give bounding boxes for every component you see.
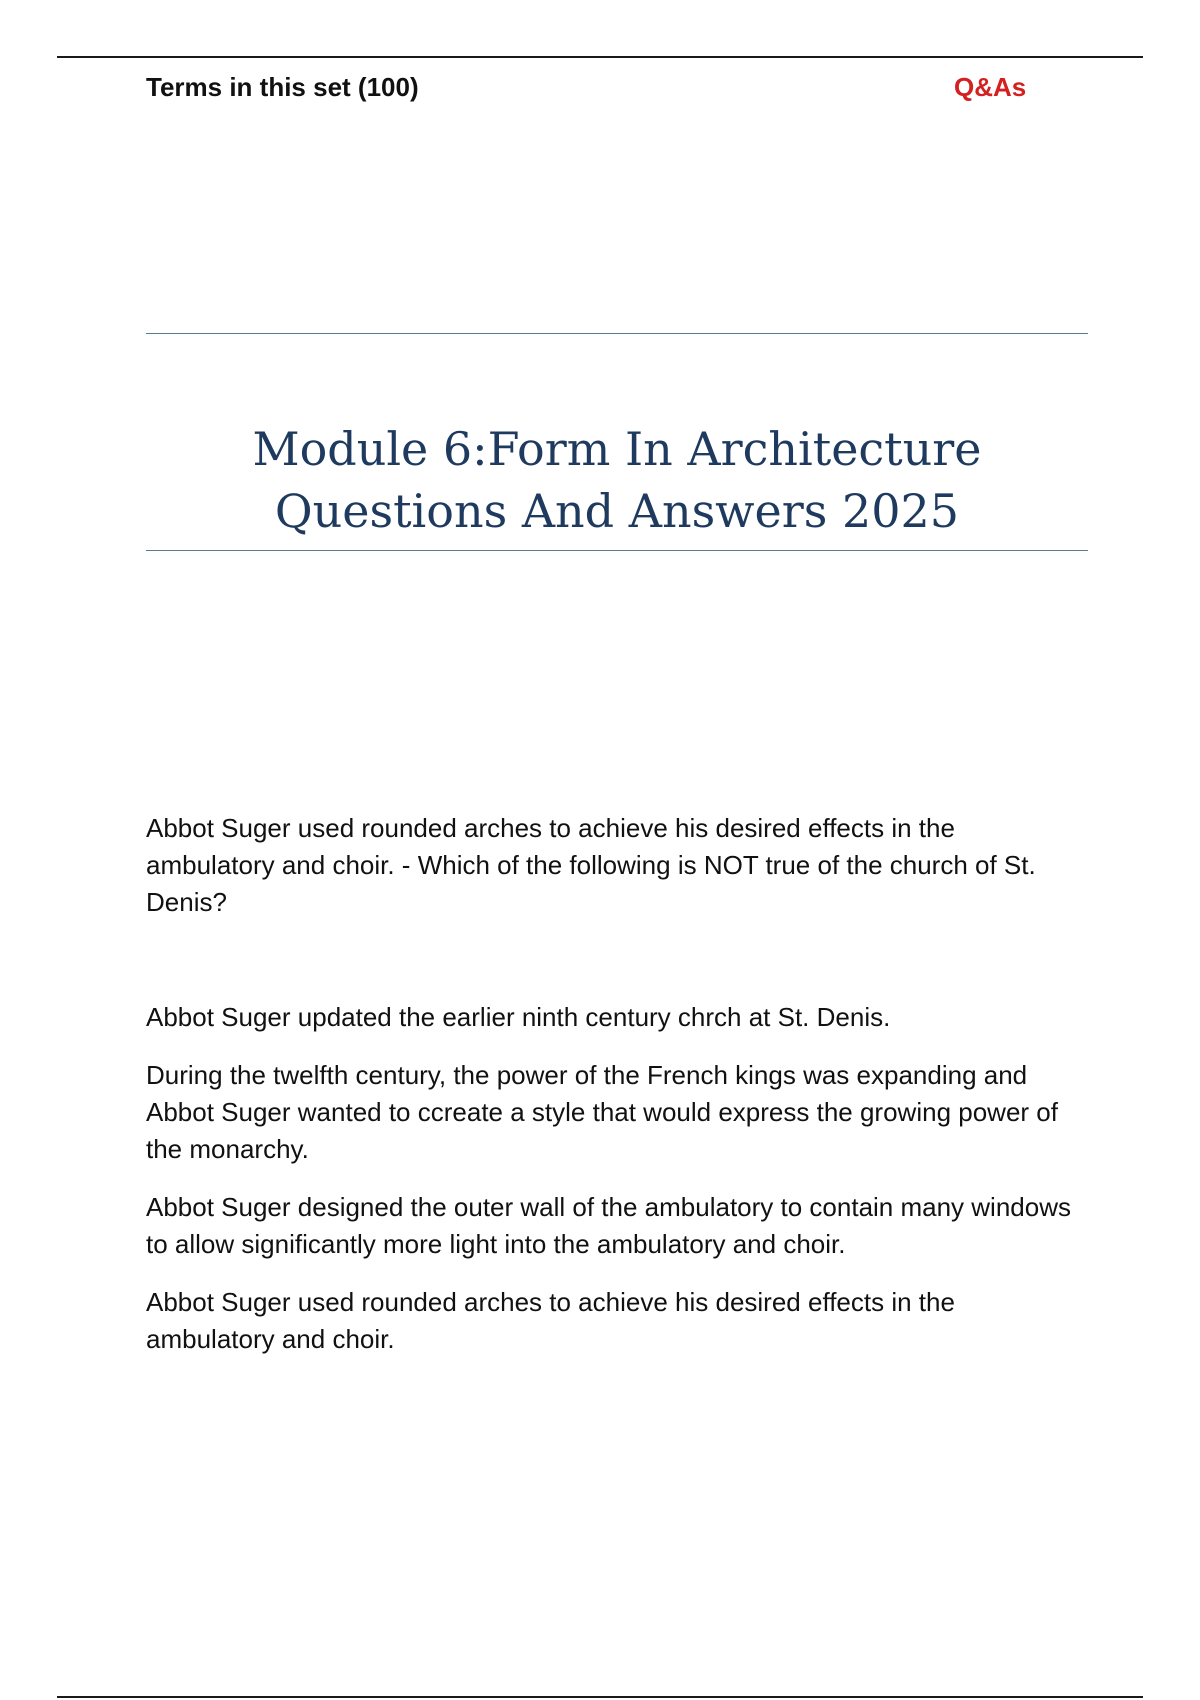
answer-option-2: During the twelfth century, the power of the French kings was expanding and Abbot Suger wanted to ccreate a style that would express the growing power of the monarchy. <box>146 1060 1058 1164</box>
terms-count-label: Terms in this set (100) <box>146 72 419 102</box>
qa-label: Q&As <box>954 72 1027 102</box>
bottom-rule <box>57 1696 1143 1698</box>
title-rule-top <box>146 333 1088 334</box>
answer-option-3: Abbot Suger designed the outer wall of the ambulatory to contain many windows to allow significantly more light into the ambulatory and choir. <box>146 1192 1071 1259</box>
page-title <box>146 418 1088 542</box>
qa-card <box>146 810 1086 1379</box>
answer-option-1: Abbot Suger updated the earlier ninth century chrch at St. Denis. <box>146 1002 891 1032</box>
title-line-1: Module 6:Form In Architecture <box>252 422 982 476</box>
top-rule <box>57 56 1143 58</box>
title-rule-bottom <box>146 550 1088 551</box>
title-line-2: Questions And Answers 2025 <box>274 484 960 538</box>
answer-option-4: Abbot Suger used rounded arches to achieve his desired effects in the ambulatory and choir. <box>146 1287 955 1354</box>
question-text: Abbot Suger used rounded arches to achieve his desired effects in the ambulatory and choir. - Which of the following is NOT true of the church of St. Denis? <box>146 813 1036 917</box>
